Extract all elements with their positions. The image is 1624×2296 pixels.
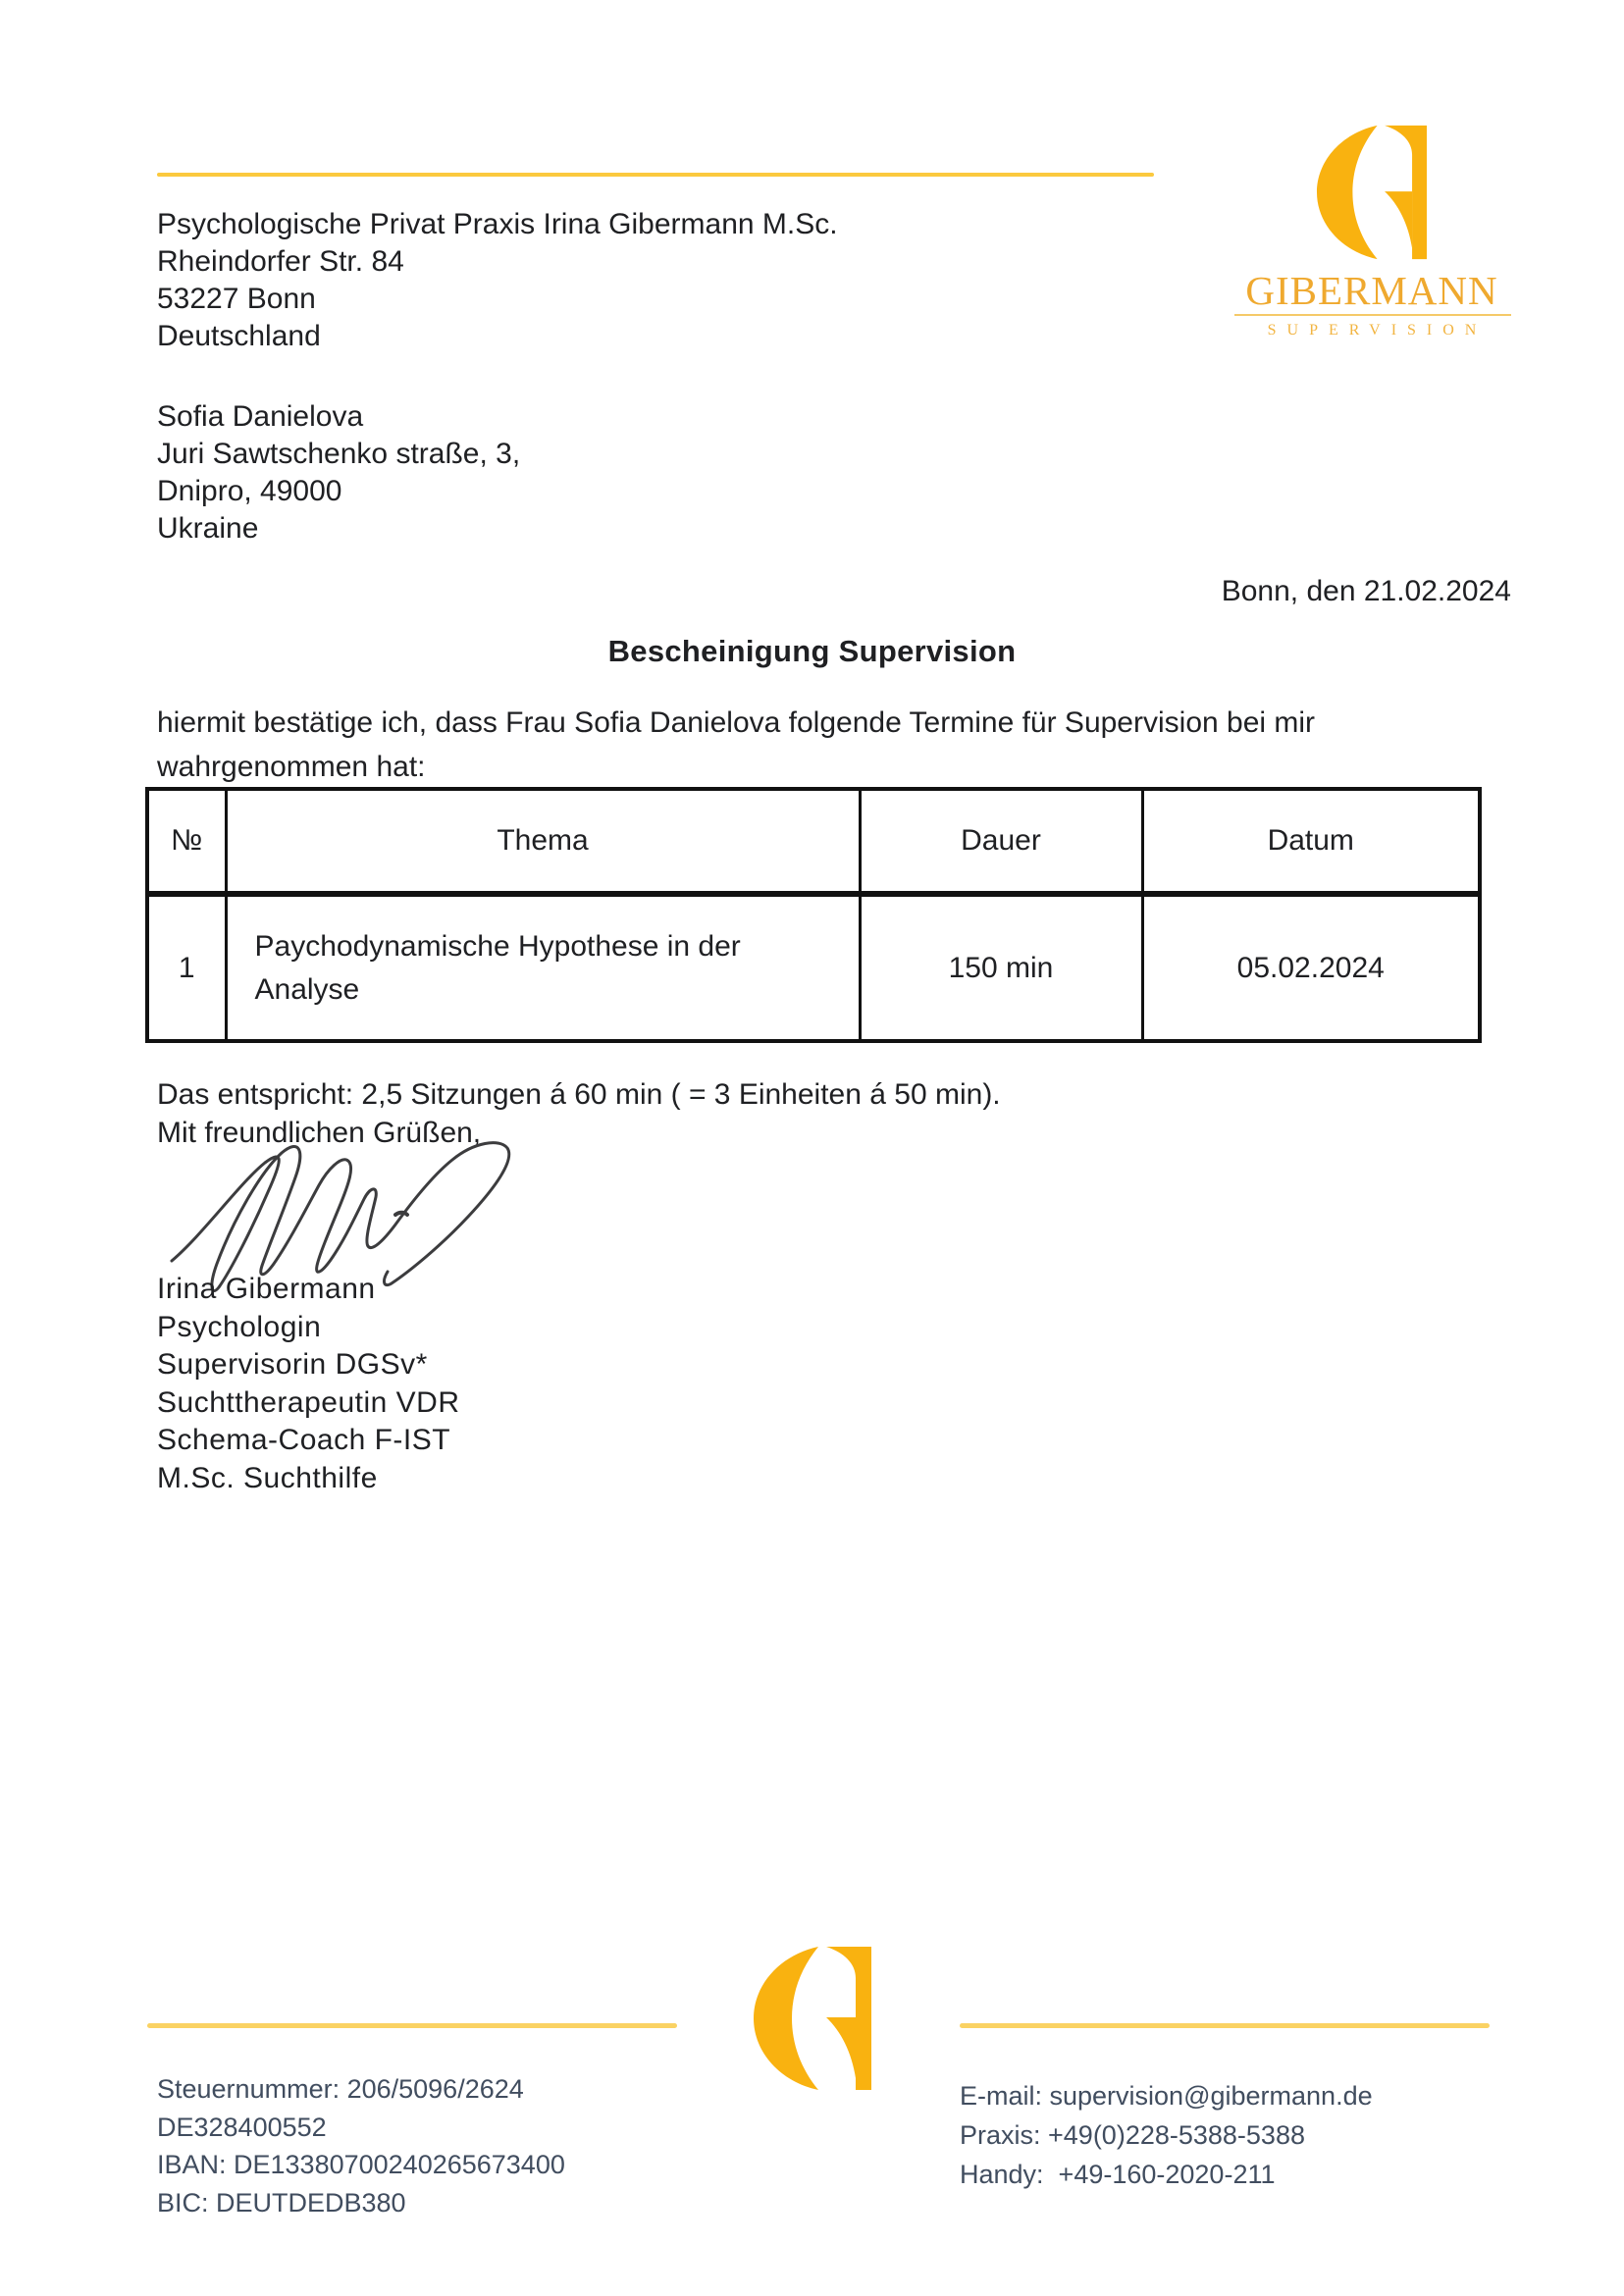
brand-divider	[1234, 314, 1511, 316]
recipient-line: Sofia Danielova	[157, 400, 364, 433]
footer-divider-left	[147, 2023, 677, 2028]
closing-line: Das entspricht: 2,5 Sitzungen á 60 min ( = 3 Einheiten á 50 min).	[157, 1078, 1001, 1111]
footer-line-steuernummer: Steuernummer: 206/5096/2624	[157, 2074, 524, 2104]
footer-contact-info	[960, 2076, 1373, 2194]
signer-title-line: Supervisorin DGSv*	[157, 1348, 428, 1381]
footer-line-praxis: Praxis: +49(0)228-5388-5388	[960, 2120, 1305, 2150]
header-divider	[157, 173, 1154, 177]
col-header-datum: Datum	[1142, 789, 1480, 894]
intro-paragraph	[157, 701, 1315, 789]
recipient-line: Ukraine	[157, 512, 259, 545]
col-header-nr: №	[147, 789, 226, 894]
signer-title-line: M.Sc. Suchthilfe	[157, 1461, 378, 1494]
signer-title-line: Suchttherapeutin VDR	[157, 1385, 460, 1419]
document-title: Bescheinigung Supervision	[607, 634, 1017, 668]
closing-line: Mit freundlichen Grüßen,	[157, 1117, 482, 1149]
cell-nr: 1	[147, 894, 226, 1041]
sender-line: 53227 Bonn	[157, 283, 316, 315]
recipient-line: Juri Sawtschenko straße, 3,	[157, 438, 521, 470]
sender-address	[157, 206, 838, 355]
footer-line-iban: IBAN: DE13380700240265673400	[157, 2150, 565, 2179]
signer-title-line: Psychologin	[157, 1310, 322, 1343]
sender-line: Deutschland	[157, 320, 321, 352]
date-line: Bonn, den 21.02.2024	[1221, 575, 1511, 607]
cell-dauer: 150 min	[860, 894, 1142, 1041]
footer-tax-bank-info	[157, 2070, 565, 2221]
footer-line-vat-id: DE328400552	[157, 2112, 327, 2142]
recipient-address	[157, 398, 520, 548]
intro-line: hiermit bestätige ich, dass Frau Sofia Danielova folgende Termine für Supervision bei mir	[157, 706, 1316, 739]
intro-line: wahrgenommen hat:	[157, 751, 426, 783]
col-header-thema: Thema	[226, 789, 860, 894]
recipient-line: Dnipro, 49000	[157, 475, 342, 507]
footer-logo-icon	[750, 1945, 875, 2092]
cell-datum: 05.02.2024	[1142, 894, 1480, 1041]
footer-line-handy: Handy: +49-160-2020-211	[960, 2160, 1276, 2189]
sessions-table	[145, 787, 1482, 1043]
col-header-dauer: Dauer	[860, 789, 1142, 894]
footer-line-bic: BIC: DEUTDEDB380	[157, 2187, 406, 2218]
brand-wordmark: GIBERMANN	[1245, 268, 1498, 313]
sender-line: Psychologische Privat Praxis Irina Gibermann M.Sc.	[157, 208, 838, 240]
table-row	[147, 894, 1480, 1041]
sender-line: Rheindorfer Str. 84	[157, 245, 404, 278]
cell-thema: Paychodynamische Hypothese in der Analyse	[226, 894, 860, 1041]
table-header-row	[147, 789, 1480, 894]
signer-title-line: Schema-Coach F-IST	[157, 1424, 451, 1456]
sessions-table-wrapper	[145, 787, 1482, 1043]
footer-line-email: E-mail: supervision@gibermann.de	[960, 2081, 1373, 2111]
gibermann-logo-icon	[1309, 124, 1435, 261]
signature-block	[157, 1271, 460, 1497]
signer-name: Irina Gibermann	[157, 1273, 376, 1305]
brand-tagline: SUPERVISION	[1267, 322, 1488, 339]
footer-divider-right	[960, 2023, 1490, 2028]
